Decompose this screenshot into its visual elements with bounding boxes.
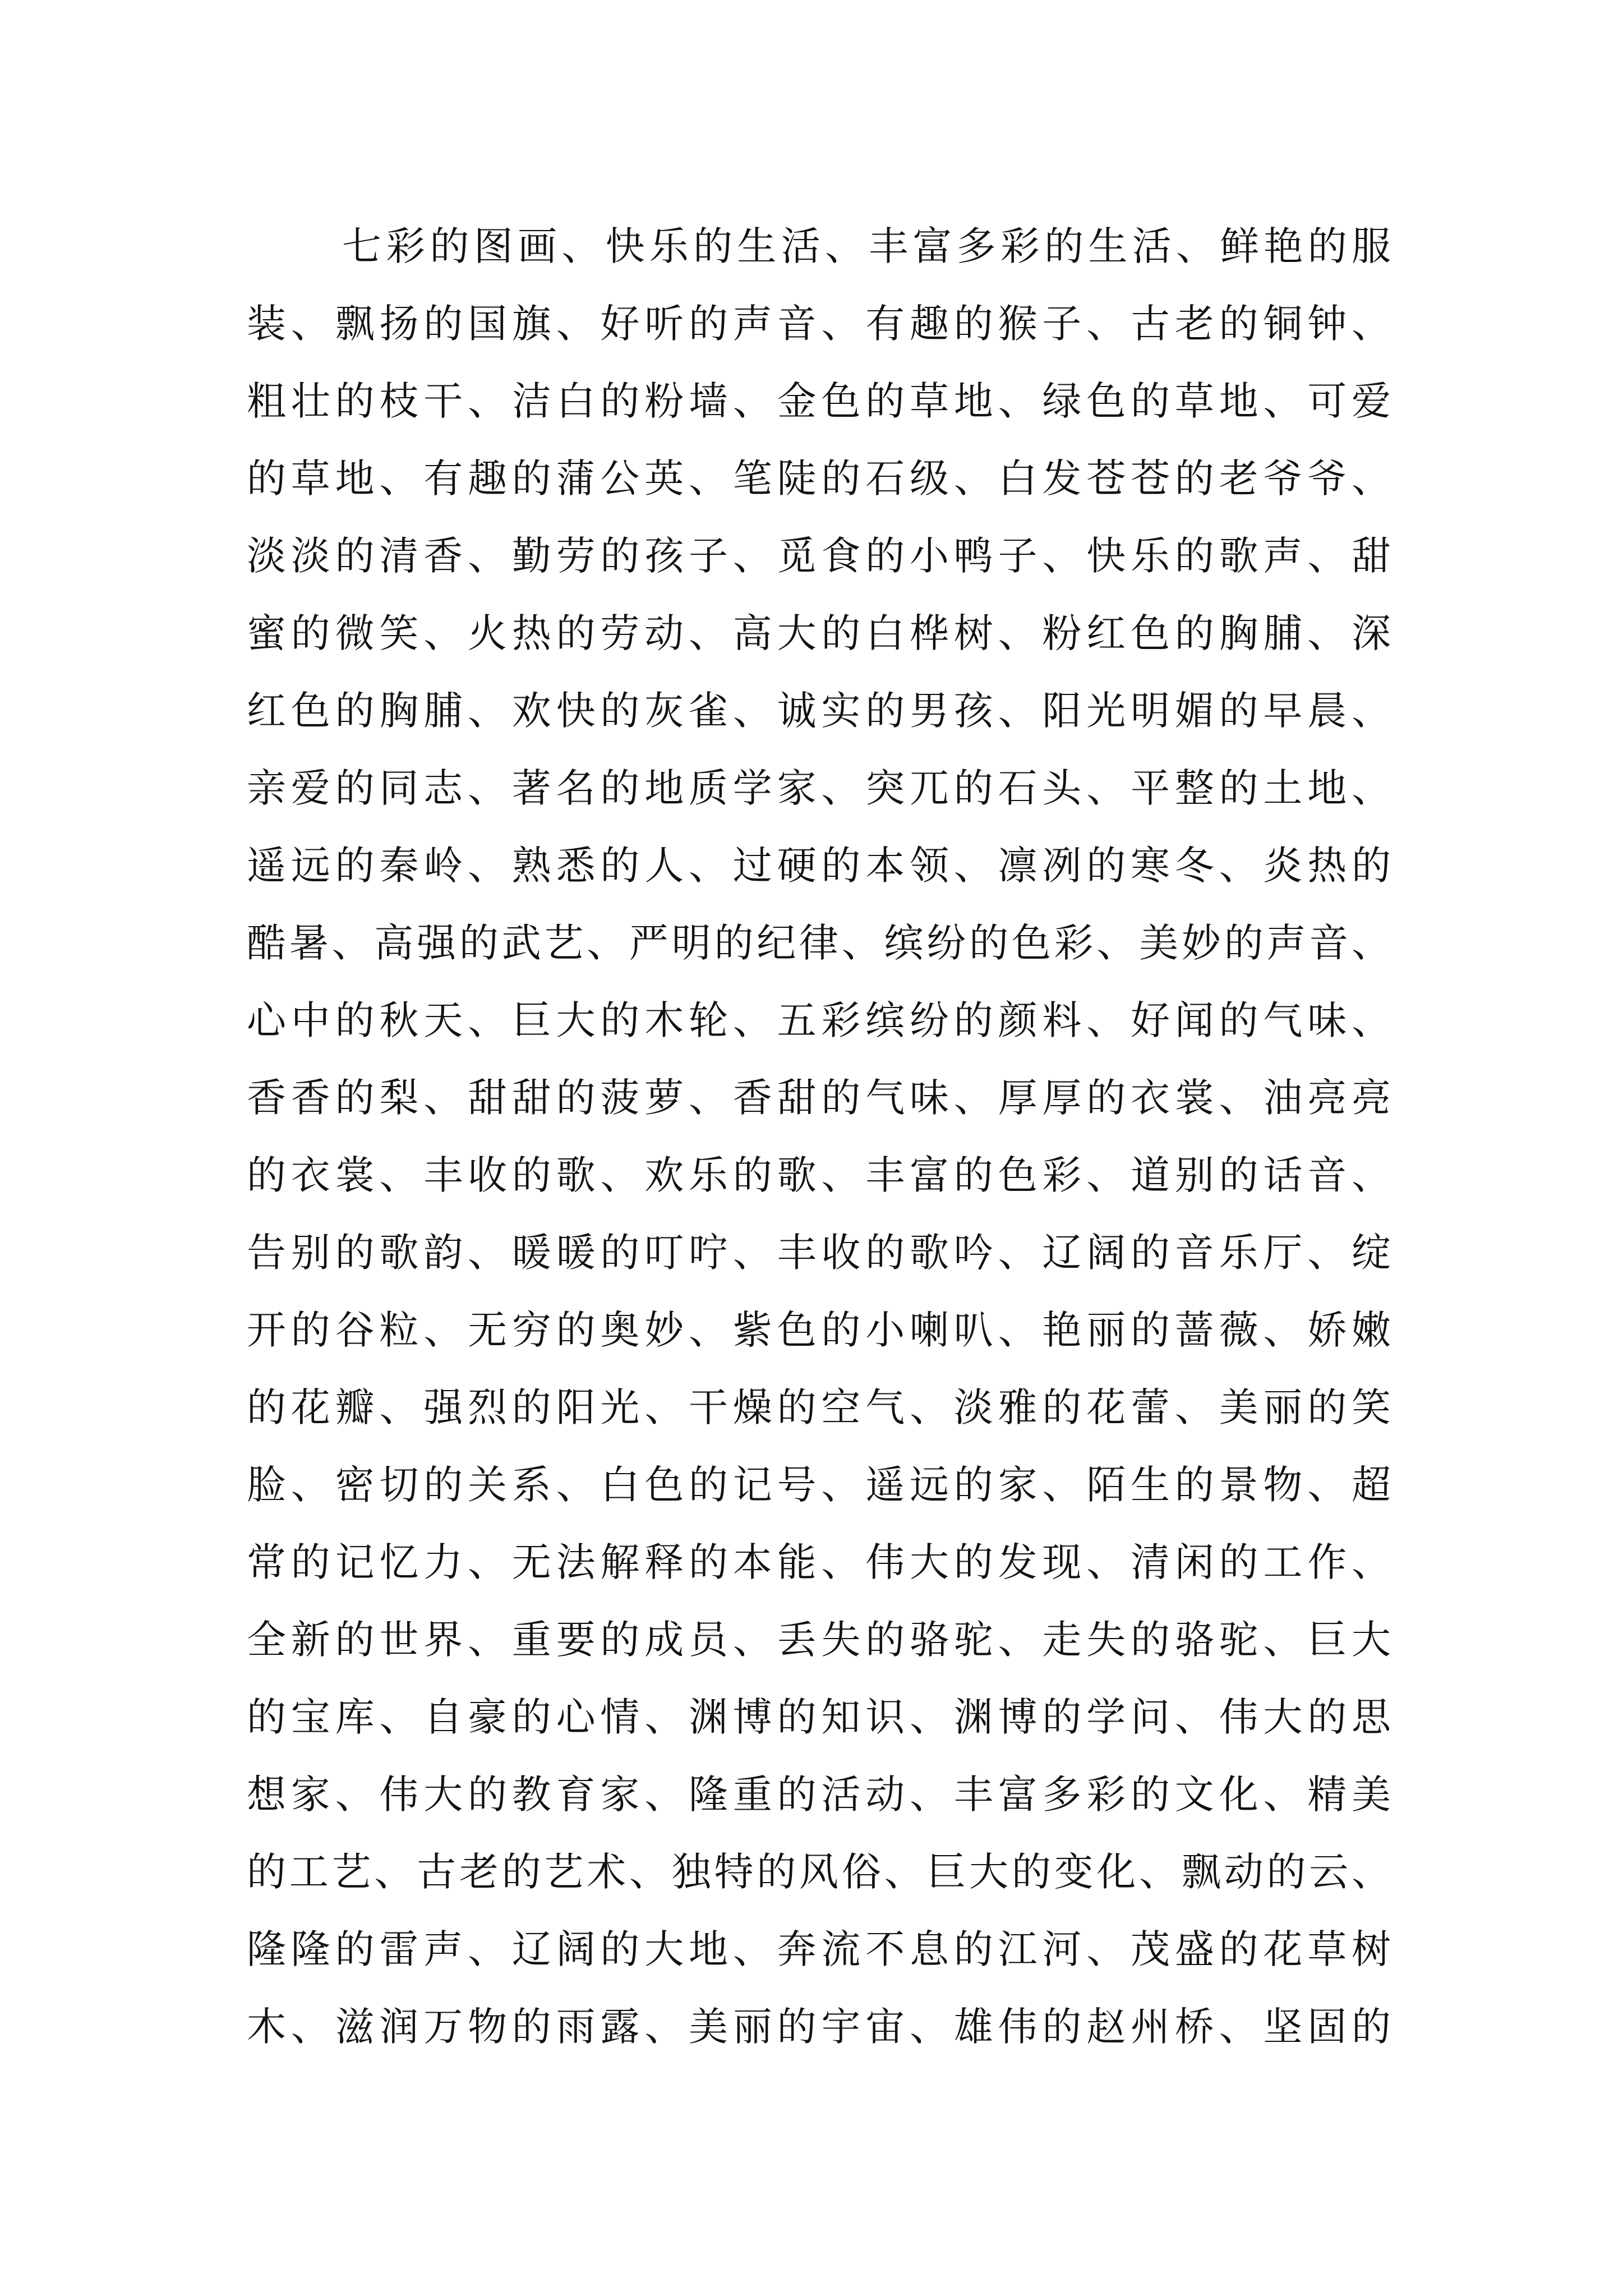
text-line: 遥远的秦岭、熟悉的人、过硬的本领、凛冽的寒冬、炎热的 <box>247 843 1391 889</box>
text-line: 七彩的图画、快乐的生活、丰富多彩的生活、鲜艳的服 <box>342 223 1391 269</box>
text-line: 红色的胸脯、欢快的灰雀、诚实的男孩、阳光明媚的早晨、 <box>247 688 1391 734</box>
text-line: 粗壮的枝干、洁白的粉墙、金色的草地、绿色的草地、可爱 <box>247 378 1391 424</box>
text-line: 酷暑、高强的武艺、严明的纪律、缤纷的色彩、美妙的声音、 <box>247 920 1391 966</box>
text-line: 隆隆的雷声、辽阔的大地、奔流不息的江河、茂盛的花草树 <box>247 1926 1391 1972</box>
text-line: 开的谷粒、无穷的奥妙、紫色的小喇叭、艳丽的蔷薇、娇嫩 <box>247 1307 1391 1353</box>
text-line: 的草地、有趣的蒲公英、笔陡的石级、白发苍苍的老爷爷、 <box>247 455 1391 501</box>
text-line: 蜜的微笑、火热的劳动、高大的白桦树、粉红色的胸脯、深 <box>247 610 1391 656</box>
text-line: 亲爱的同志、著名的地质学家、突兀的石头、平整的土地、 <box>247 765 1391 811</box>
text-line: 淡淡的清香、勤劳的孩子、觅食的小鸭子、快乐的歌声、甜 <box>247 533 1391 579</box>
text-line: 的工艺、古老的艺术、独特的风俗、巨大的变化、飘动的云、 <box>247 1849 1391 1895</box>
body-text <box>247 208 1391 2065</box>
text-line: 告别的歌韵、暖暖的叮咛、丰收的歌吟、辽阔的音乐厅、绽 <box>247 1230 1391 1276</box>
text-line: 想家、伟大的教育家、隆重的活动、丰富多彩的文化、精美 <box>247 1772 1391 1818</box>
text-line: 心中的秋天、巨大的木轮、五彩缤纷的颜料、好闻的气味、 <box>247 997 1391 1043</box>
text-line: 的衣裳、丰收的歌、欢乐的歌、丰富的色彩、道别的话音、 <box>247 1152 1391 1198</box>
text-line: 脸、密切的关系、白色的记号、遥远的家、陌生的景物、超 <box>247 1462 1391 1508</box>
text-line: 木、滋润万物的雨露、美丽的宇宙、雄伟的赵州桥、坚固的 <box>247 2004 1391 2050</box>
text-line: 全新的世界、重要的成员、丢失的骆驼、走失的骆驼、巨大 <box>247 1617 1391 1663</box>
text-line: 装、飘扬的国旗、好听的声音、有趣的猴子、古老的铜钟、 <box>247 301 1391 347</box>
text-line: 香香的梨、甜甜的菠萝、香甜的气味、厚厚的衣裳、油亮亮 <box>247 1075 1391 1121</box>
text-line: 的宝库、自豪的心情、渊博的知识、渊博的学问、伟大的思 <box>247 1694 1391 1740</box>
text-line: 常的记忆力、无法解释的本能、伟大的发现、清闲的工作、 <box>247 1539 1391 1585</box>
text-line: 的花瓣、强烈的阳光、干燥的空气、淡雅的花蕾、美丽的笑 <box>247 1384 1391 1430</box>
